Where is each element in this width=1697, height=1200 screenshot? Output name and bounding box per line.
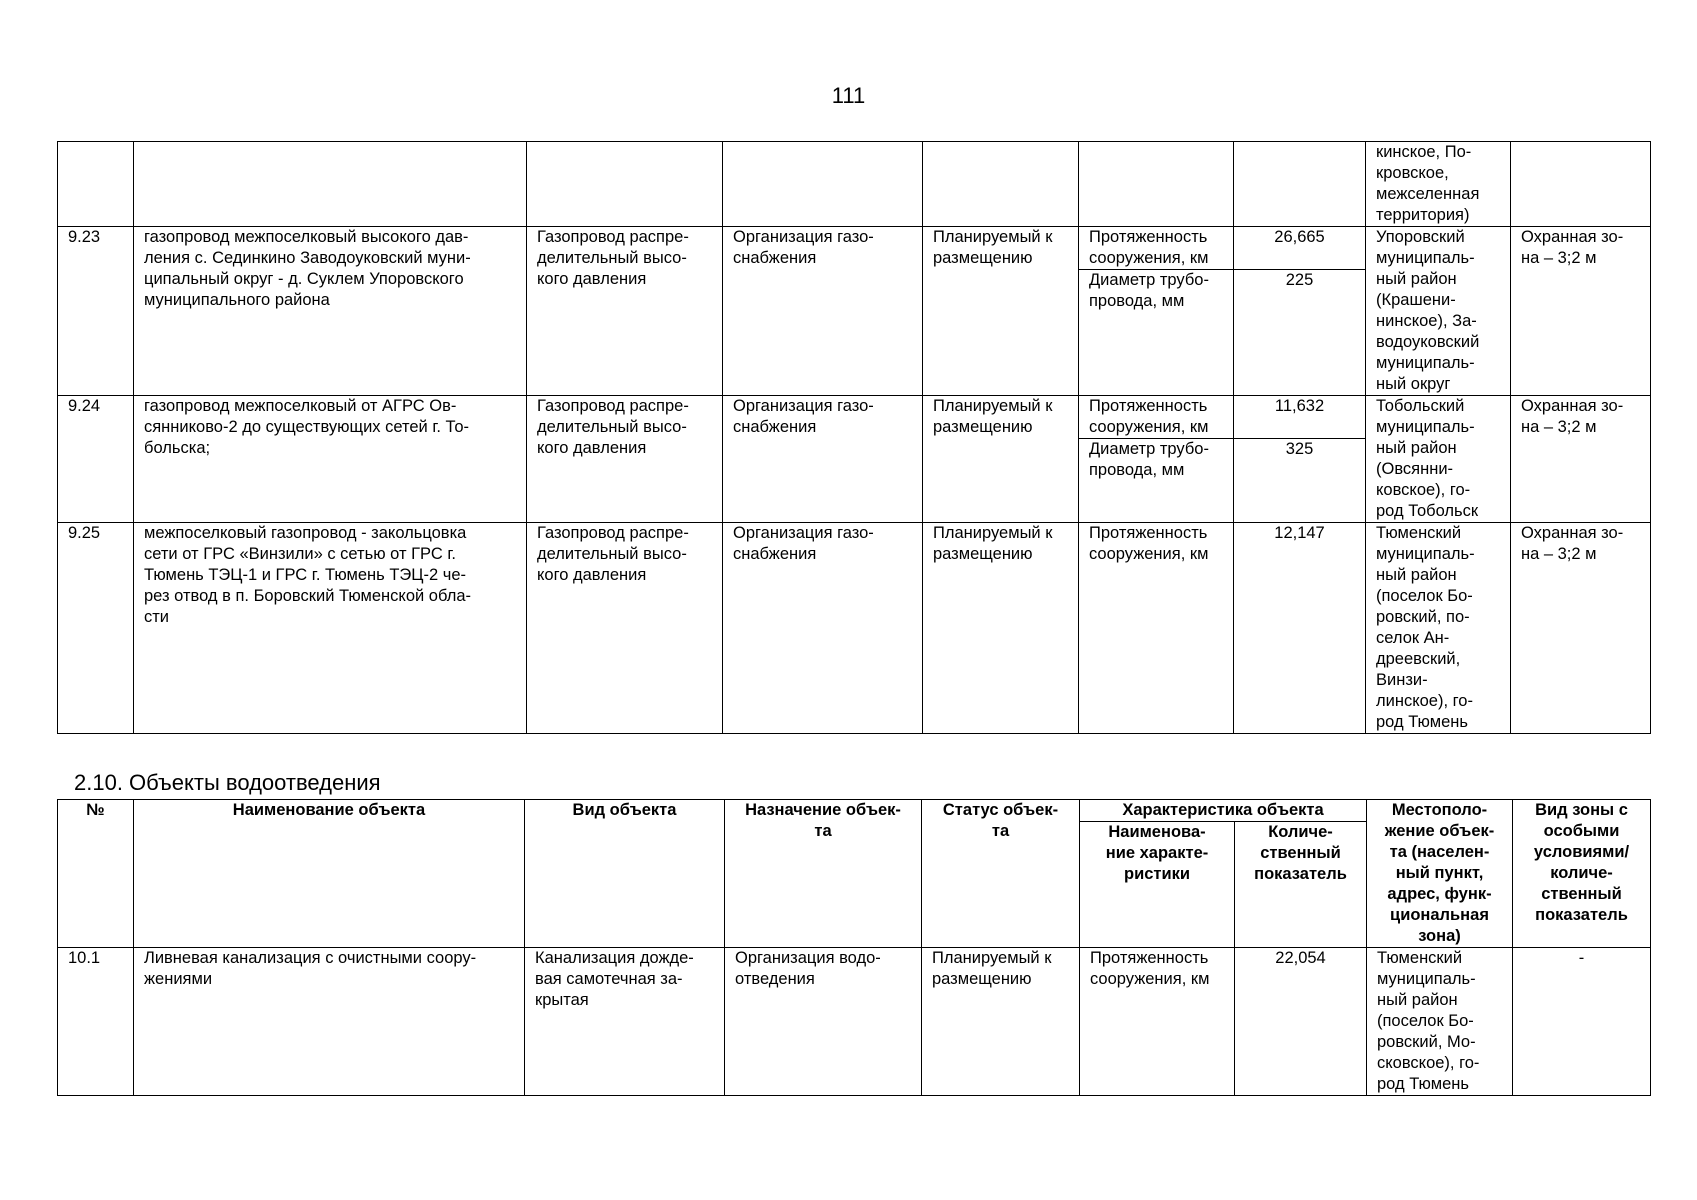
object-status: Планируемый к размещению [923, 396, 1079, 523]
table-row [58, 396, 1651, 439]
header-purpose: Назначение объек- та [725, 800, 922, 948]
table-row [58, 227, 1651, 270]
object-type: Газопровод распре- делительный высо- кого давления [527, 227, 723, 396]
object-type: Газопровод распре- делительный высо- кого давления [527, 523, 723, 734]
zone-type: - [1513, 948, 1651, 1096]
gas-pipeline-table [57, 141, 1651, 734]
object-location: Тюменский муниципаль- ный район (поселок Бо- ровский, Мо- сковское), го- род Тюмень [1367, 948, 1513, 1096]
object-name: Ливневая канализация с очистными соору- жениями [134, 948, 525, 1096]
object-location: Тобольский муниципаль- ный район (Овсянни- ковское), го- род Тобольск [1366, 396, 1511, 523]
object-name: газопровод межпоселковый высокого дав- ления с. Сединкино Заводоуковский муни- ципальный округ - д. Суклем Упоровского муниципального района [134, 227, 527, 396]
water-disposal-table [57, 799, 1651, 1096]
header-location: Местополо- жение объек- та (населен- ный пункт, адрес, функ- циональная зона) [1367, 800, 1513, 948]
characteristic-name: Протяженность сооружения, км [1080, 948, 1235, 1096]
header-status: Статус объек- та [922, 800, 1080, 948]
zone-type: Охранная зо- на – 3;2 м [1511, 396, 1651, 523]
header-number: № [58, 800, 134, 948]
characteristic-value: 26,665 [1234, 227, 1366, 270]
table-header-row [58, 800, 1651, 822]
table-row [58, 948, 1651, 1096]
object-location: Тюменский муниципаль- ный район (поселок Бо- ровский, по- селок Ан- дреевский, Винзи- линское), го- род Тюмень [1366, 523, 1511, 734]
characteristic-value: 325 [1234, 439, 1366, 523]
header-characteristics: Характеристика объекта [1080, 800, 1367, 822]
object-status: Планируемый к размещению [923, 523, 1079, 734]
characteristic-value: 22,054 [1235, 948, 1367, 1096]
characteristic-name: Диаметр трубо- провода, мм [1079, 270, 1234, 396]
characteristic-name: Протяженность сооружения, км [1079, 523, 1234, 734]
object-purpose: Организация газо- снабжения [723, 227, 923, 396]
characteristic-name: Протяженность сооружения, км [1079, 396, 1234, 439]
object-location: Упоровский муниципаль- ный район (Крашени- нинское), За- водоуковский муниципаль- ный округ [1366, 227, 1511, 396]
location-cell: кинское, По- кровское, межселенная территория) [1366, 142, 1511, 227]
table-row [58, 523, 1651, 734]
characteristic-value: 225 [1234, 270, 1366, 396]
characteristic-value: 12,147 [1234, 523, 1366, 734]
characteristic-value: 11,632 [1234, 396, 1366, 439]
object-purpose: Организация водо- отведения [725, 948, 922, 1096]
object-status: Планируемый к размещению [922, 948, 1080, 1096]
object-type: Канализация дожде- вая самотечная за- крытая [525, 948, 725, 1096]
table-row-continuation [58, 142, 1651, 227]
header-name: Наименование объекта [134, 800, 525, 948]
object-purpose: Организация газо- снабжения [723, 396, 923, 523]
object-status: Планируемый к размещению [923, 227, 1079, 396]
row-number: 10.1 [58, 948, 134, 1096]
row-number: 9.24 [58, 396, 134, 523]
header-zone: Вид зоны с особыми условиями/ количе- ственный показатель [1513, 800, 1651, 948]
object-name: межпоселковый газопровод - закольцовка сети от ГРС «Винзили» с сетью от ГРС г. Тюмень ТЭЦ-1 и ГРС г. Тюмень ТЭЦ-2 че- рез отвод в п. Боровский Тюменской обла- сти [134, 523, 527, 734]
row-number: 9.25 [58, 523, 134, 734]
object-purpose: Организация газо- снабжения [723, 523, 923, 734]
page-number: 111 [831, 83, 866, 108]
row-number: 9.23 [58, 227, 134, 396]
header-characteristic-value: Количе- ственный показатель [1235, 822, 1367, 948]
object-name: газопровод межпоселковый от АГРС Ов- сянниково-2 до существующих сетей г. То- больска; [134, 396, 527, 523]
zone-type: Охранная зо- на – 3;2 м [1511, 227, 1651, 396]
zone-type: Охранная зо- на – 3;2 м [1511, 523, 1651, 734]
object-type: Газопровод распре- делительный высо- кого давления [527, 396, 723, 523]
characteristic-name: Протяженность сооружения, км [1079, 227, 1234, 270]
header-characteristic-name: Наименова- ние характе- ристики [1080, 822, 1235, 948]
section-title: 2.10. Объекты водоотведения [74, 770, 381, 795]
header-type: Вид объекта [525, 800, 725, 948]
characteristic-name: Диаметр трубо- провода, мм [1079, 439, 1234, 523]
